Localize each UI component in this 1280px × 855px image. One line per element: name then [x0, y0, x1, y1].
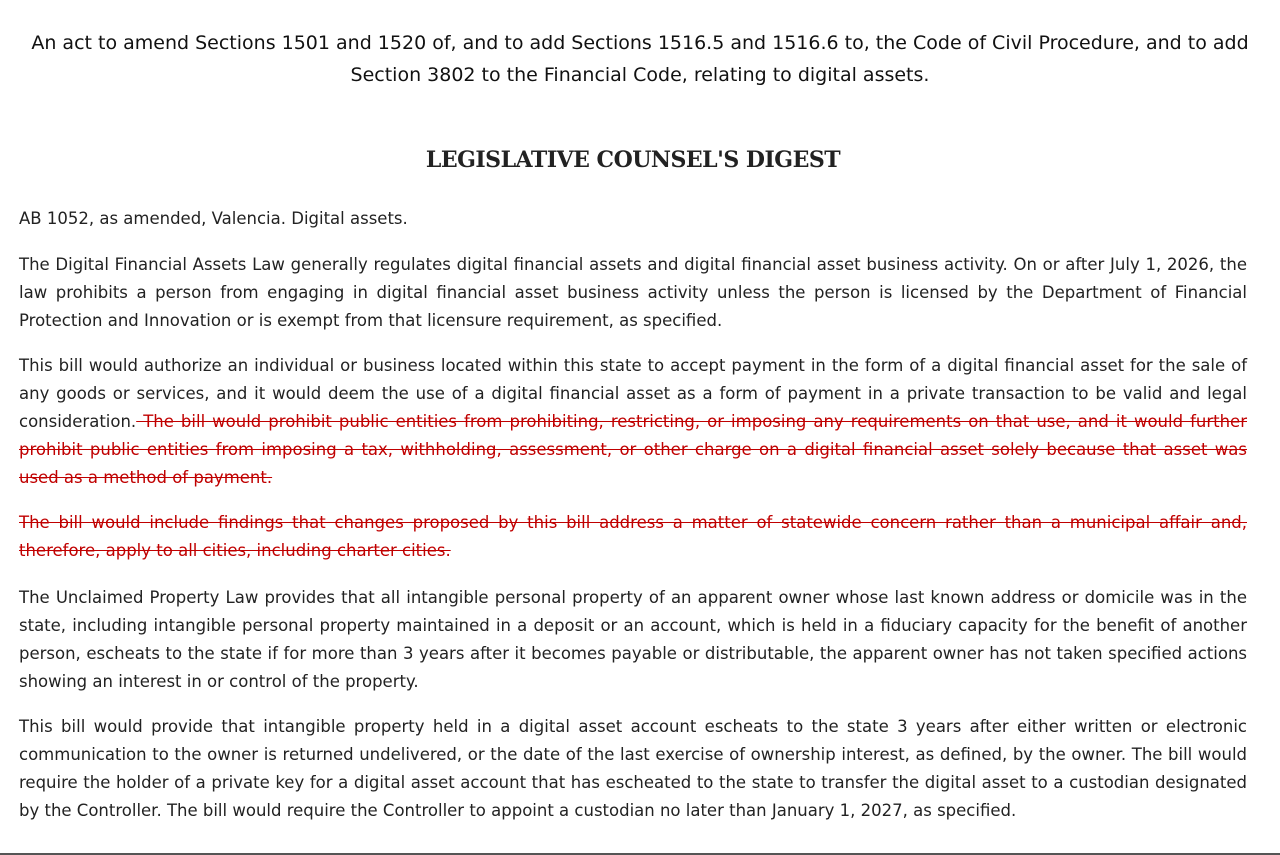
paragraph-text: The Unclaimed Property Law provides that all intangible personal property of an apparent owner whose last known address or domicile was in the state, including intangible personal property maintained in a deposit or an account, which is held in a fiduciary capacity for the benefit of another person, escheats to the state if for more than 3 years after it becomes payable or distributable, the apparent owner has not taken specified actions showing an interest in or control of the property. [19, 588, 1247, 691]
struck-text: The bill would include findings that changes proposed by this bill address a matter of statewide concern rather than a municipal affair and, therefore, apply to all cities, including charter cities. [19, 513, 1247, 560]
paragraph-text: The Digital Financial Assets Law generally regulates digital financial assets and digital financial asset business activity. On or after July 1, 2026, the law prohibits a person from engaging in digital financial asset business activity unless the person is licensed by the Department of Financial Protection and Innovation or is exempt from that licensure requirement, as specified. [19, 255, 1247, 330]
digest-heading: LEGISLATIVE COUNSEL'S DIGEST [425, 147, 841, 173]
bill-title: An act to amend Sections 1501 and 1520 of, and to add Sections 1516.5 and 1516.6 to, the Code of Civil Procedure, and to add Section 3802 to the Financial Code, relating to digital assets. [31, 32, 1249, 86]
paragraph-text: This bill would authorize an individual or business located within this state to accept payment in the form of a digital financial asset for the sale of any goods or services, and it would deem the use of a digital financial asset as a form of payment in a private transaction to be valid and legal consideration. [19, 356, 1247, 431]
digest-paragraph-3 [19, 509, 1247, 565]
struck-text: The bill would prohibit public entities from prohibiting, restricting, or imposing any requirements on that use, and it would further prohibit public entities from imposing a tax, withholding, assessment, or other charge on a digital financial asset solely because that asset was used as a method of payment. [19, 412, 1247, 487]
paragraph-text: This bill would provide that intangible property held in a digital asset account escheats to the state 3 years after either written or electronic communication to the owner is returned undelivered, or the date of the last exercise of ownership interest, as defined, by the owner. The bill would require the holder of a private key for a digital asset account that has escheated to the state to transfer the digital asset to a custodian designated by the Controller. The bill would require the Controller to appoint a custodian no later than January 1, 2027, as specified. [19, 717, 1247, 820]
digest-paragraph-2 [19, 352, 1247, 492]
bill-identifier: AB 1052, as amended, Valencia. Digital assets. [19, 209, 408, 228]
digest-paragraph-1 [19, 251, 1247, 335]
digest-paragraph-4 [19, 584, 1247, 696]
digest-paragraph-5 [19, 713, 1247, 825]
